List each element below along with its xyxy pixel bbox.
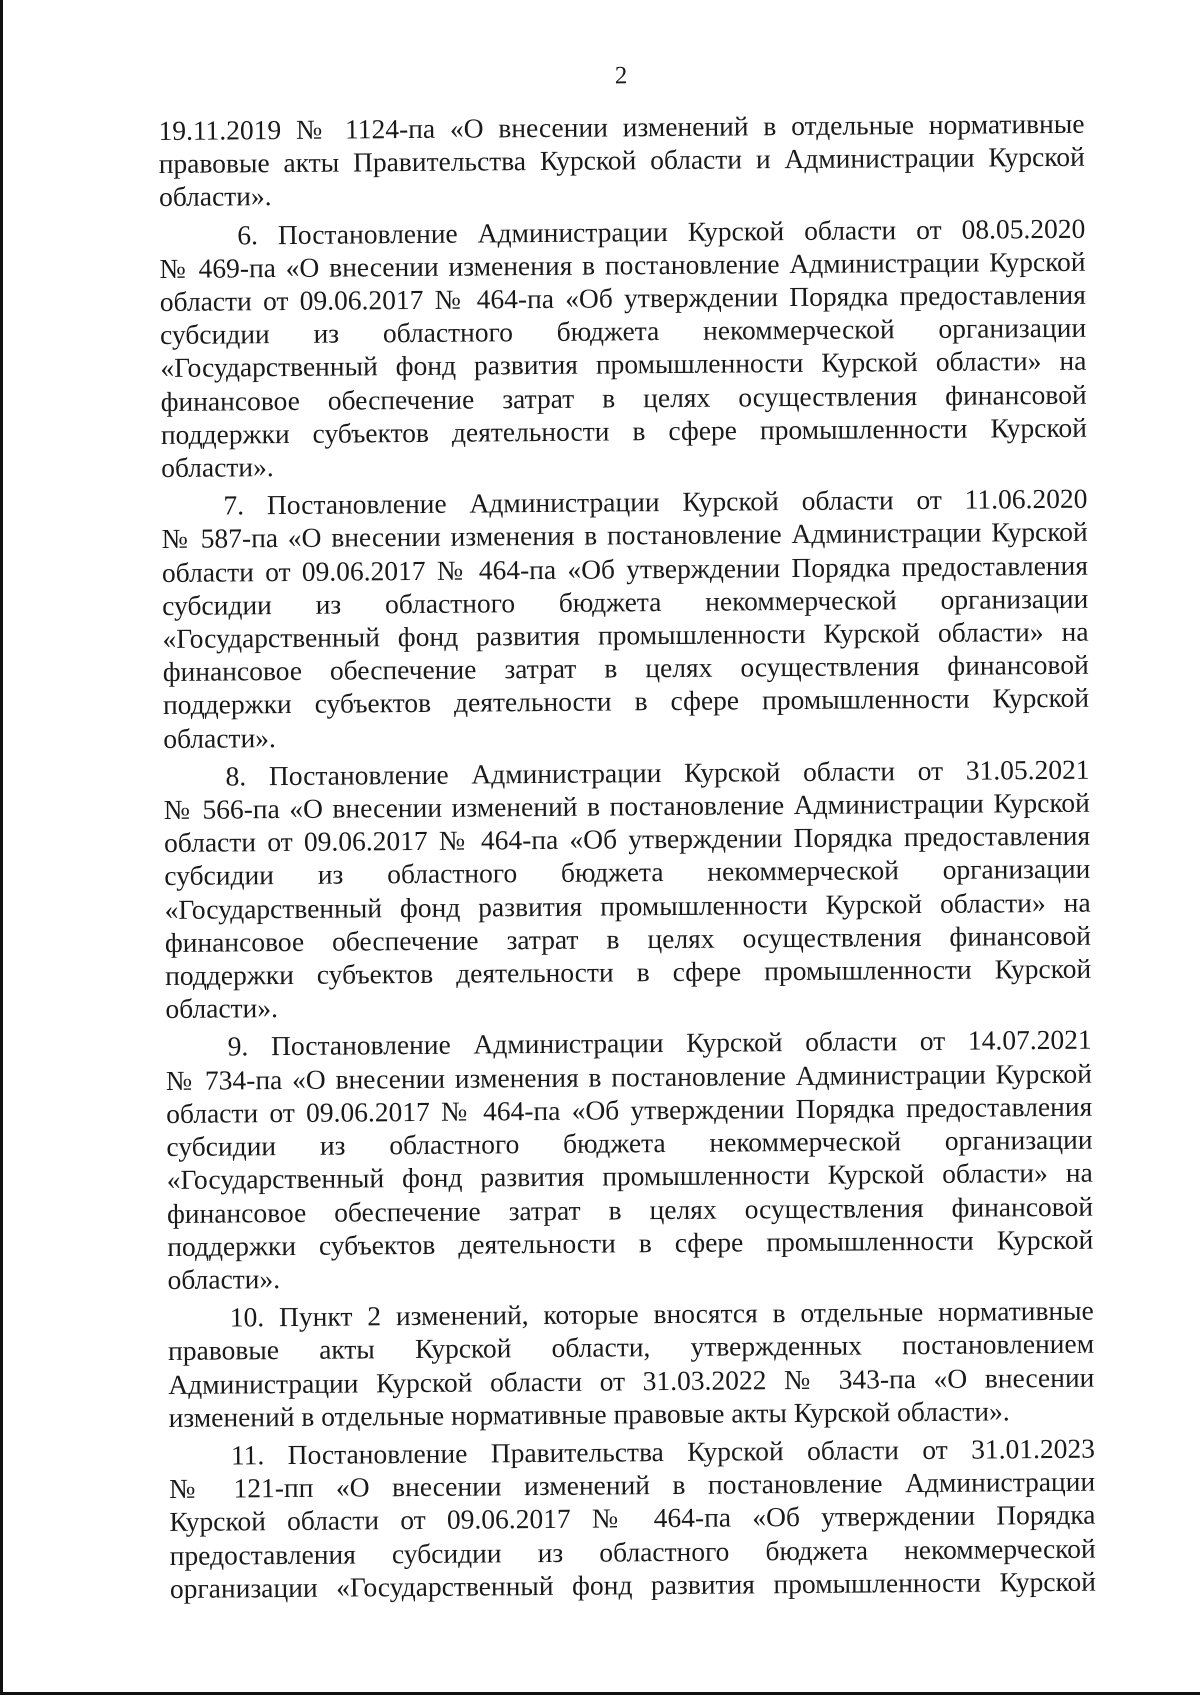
text-line: 6. Постановление Администрации Курской области от 08.05.2020 <box>237 212 1086 250</box>
paragraph-item-11 <box>169 1432 1096 1605</box>
text-line: области от 09.06.2017 № 464-па «Об утверждении Порядка предоставления <box>161 549 1089 588</box>
text-line: поддержки субъектов деятельности в сфере промышленности Курской <box>162 682 1090 721</box>
text-line: правовые акты Правительства Курской области и Администрации Курской <box>158 140 1085 180</box>
text-line: «Государственный фонд развития промышленности Курской области» на <box>160 345 1087 384</box>
document-body <box>158 107 1096 1605</box>
document-page <box>158 59 1096 1610</box>
text-line: № 566-па «О внесении изменений в постановление Администрации Курской <box>163 786 1090 826</box>
text-line: поддержки субъектов деятельности в сфере промышленности Курской <box>167 1223 1094 1262</box>
text-line: финансовое обеспечение затрат в целях осуществления финансовой <box>166 1190 1094 1229</box>
text-line: области от 09.06.2017 № 464-па «Об утверждении Порядка предоставления <box>166 1090 1093 1129</box>
text-line: Курской области от 09.06.2017 № 464-па «Об утверждении Порядка <box>169 1499 1096 1538</box>
text-line: «Государственный фонд развития промышленности Курской области» на <box>166 1156 1093 1196</box>
page-number: 2 <box>614 62 628 90</box>
paragraph-item-8 <box>163 753 1091 1026</box>
text-line: области». <box>167 1262 281 1295</box>
paragraph-item-10 <box>168 1294 1095 1434</box>
text-line: субсидии из областного бюджета некоммерческой организации <box>162 582 1089 621</box>
text-line: 11. Постановление Правительства Курской области от 31.01.2023 <box>230 1432 1096 1471</box>
text-line: 19.11.2019 № 1124-па «О внесении изменений в отдельные нормативные <box>158 107 1085 146</box>
text-line: № 734-па «О внесении изменения в постановление Администрации Курской <box>165 1057 1093 1096</box>
text-line: № 121-пп «О внесении изменений в постановление Администрации <box>169 1465 1096 1505</box>
text-line: субсидии из областного бюджета некоммерческой организации <box>164 853 1091 892</box>
text-line: финансовое обеспечение затрат в целях осуществления финансовой <box>160 378 1087 417</box>
text-line: области». <box>163 721 276 754</box>
text-line: субсидии из областного бюджета некоммерческой организации <box>159 311 1087 351</box>
text-line: финансовое обеспечение затрат в целях осуществления финансовой <box>164 919 1091 958</box>
text-line: 10. Пункт 2 изменений, которые вносятся в отдельные нормативные <box>229 1294 1094 1333</box>
text-line: финансовое обеспечение затрат в целях осуществления финансовой <box>162 648 1089 688</box>
paragraph-continuation <box>158 107 1085 214</box>
text-line: 7. Постановление Администрации Курской области от 11.06.2020 <box>223 482 1088 521</box>
text-line: изменений в отдельные нормативные правовые акты Курской области». <box>168 1395 1010 1433</box>
text-line: области от 09.06.2017 № 464-па «Об утверждении Порядка предоставления <box>163 819 1091 859</box>
text-line: области». <box>158 180 272 213</box>
text-line: 8. Постановление Администрации Курской области от 31.05.2021 <box>225 753 1090 792</box>
text-line: № 469-па «О внесении изменения в постановление Администрации Курской <box>159 245 1086 284</box>
paragraph-item-7 <box>161 482 1089 755</box>
text-line: Администрации Курской области от 31.03.2022 № 343-па «О внесении <box>168 1361 1095 1400</box>
text-line: предоставления субсидии из областного бюджета некоммерческой <box>169 1532 1096 1571</box>
text-line: организации «Государственный фонд развития промышленности Курской <box>169 1565 1097 1604</box>
paragraph-item-9 <box>166 1023 1094 1296</box>
text-line: области». <box>165 992 279 1025</box>
text-line: правовые акты Курской области, утвержденных постановлением <box>167 1328 1095 1367</box>
text-line: поддержки субъектов деятельности в сфере промышленности Курской <box>165 952 1092 992</box>
text-line: субсидии из областного бюджета некоммерческой организации <box>166 1123 1093 1163</box>
text-line: области от 09.06.2017 № 464-па «Об утверждении Порядка предоставления <box>159 278 1086 318</box>
text-line: поддержки субъектов деятельности в сфере промышленности Курской <box>160 411 1087 450</box>
text-line: «Государственный фонд развития промышленности Курской области» на <box>162 615 1089 655</box>
text-line: области». <box>161 451 274 484</box>
scan-edge-left <box>0 0 3 1695</box>
text-line: № 587-па «О внесении изменения в постановление Администрации Курской <box>161 516 1088 555</box>
text-line: 9. Постановление Администрации Курской области от 14.07.2021 <box>227 1024 1092 1062</box>
paragraph-item-6 <box>159 211 1087 484</box>
text-line: «Государственный фонд развития промышленности Курской области» на <box>164 886 1091 925</box>
